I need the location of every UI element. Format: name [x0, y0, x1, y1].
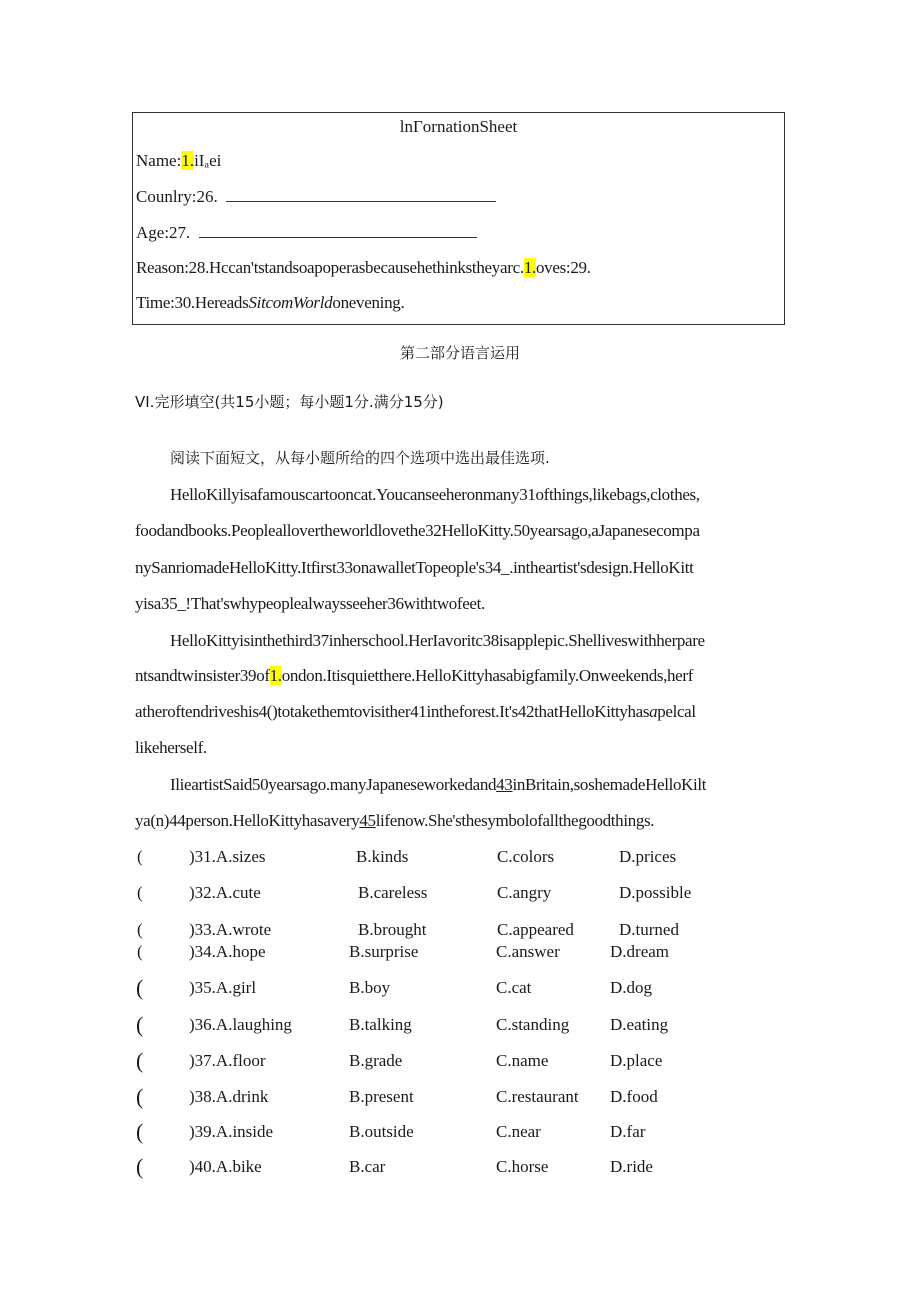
passage-text: ntsandtwinsister39of — [135, 666, 270, 685]
option-d[interactable]: D.dog — [610, 978, 653, 997]
question-row — [0, 975, 920, 1002]
option-c[interactable]: C.cat — [496, 978, 532, 997]
option-b[interactable]: B.present — [349, 1087, 414, 1106]
time-text: Time:30.Hereads — [136, 293, 249, 312]
option-a[interactable]: )36.A.laughing — [189, 1015, 292, 1034]
question-row — [0, 1084, 920, 1111]
reason-text-end: oves:29. — [535, 258, 591, 277]
question-row — [0, 1154, 920, 1181]
option-a[interactable]: )32.A.cute — [189, 883, 261, 902]
option-c[interactable]: C.appeared — [497, 920, 574, 939]
answer-paren[interactable]: ( — [137, 920, 143, 939]
passage-line: HelloKittyisinthethird37inherschool.HerIavoritc38isapplepic.Shelliveswithherpare — [170, 631, 705, 650]
answer-paren[interactable]: ( — [137, 883, 143, 902]
reason-highlight: 1. — [523, 258, 536, 277]
answer-paren[interactable]: ( — [136, 1154, 144, 1179]
passage-text: pelcal — [657, 702, 696, 721]
passage-text: lifenow.She'sthesymbolofallthegoodthings. — [375, 811, 655, 830]
answer-paren[interactable]: ( — [136, 1012, 144, 1037]
option-c[interactable]: C.name — [496, 1051, 549, 1070]
answer-paren[interactable]: ( — [137, 942, 143, 961]
question-row — [0, 920, 920, 944]
info-sheet-title: lnΓornationSheet — [399, 117, 518, 136]
section-heading: VI.完形填空(共15小题；每小题1分.满分15分) — [135, 393, 444, 411]
question-row — [0, 1012, 920, 1039]
passage-line: foodandbooks.Peopleallovertheworldlovethe32HelloKitty.50yearsago,aJapanesecompa — [135, 521, 700, 540]
option-c[interactable]: C.horse — [496, 1157, 549, 1176]
reason-text: Reason:28.Hccan'tstandsoapoperasbecausehethinkstheyarc. — [136, 258, 524, 277]
question-row — [0, 883, 920, 907]
option-d[interactable]: D.dream — [610, 942, 670, 961]
question-row — [0, 942, 920, 966]
passage-text: atheroftendriveshis4()totakethemtovisither41intheforest.It's42thatHelloKittyhas — [135, 702, 650, 721]
passage-line — [135, 811, 654, 831]
passage-underlined-number: 45 — [359, 811, 376, 830]
passage-underlined-number: 43 — [496, 775, 513, 794]
answer-paren[interactable]: ( — [136, 975, 144, 1000]
option-b[interactable]: B.car — [349, 1157, 386, 1176]
passage-line: likeherself. — [135, 738, 207, 757]
passage-line — [170, 775, 706, 795]
passage-line — [135, 666, 693, 686]
option-b[interactable]: B.careless — [358, 883, 428, 902]
name-highlight: 1. — [181, 151, 195, 170]
option-b[interactable]: B.outside — [349, 1122, 414, 1141]
passage-text: inBritain,soshemadeHelloKilt — [512, 775, 707, 794]
passage-text: IlieartistSaid50yearsago.manyJapaneseworkedand — [170, 775, 497, 794]
info-time-row — [136, 293, 404, 313]
country-label: Counlry:26. — [136, 187, 218, 206]
option-d[interactable]: D.eating — [610, 1015, 669, 1034]
question-row — [0, 1048, 920, 1075]
option-d[interactable]: D.prices — [619, 847, 677, 866]
name-value: iIₐei — [194, 151, 222, 170]
option-a[interactable]: )35.A.girl — [189, 978, 257, 997]
option-d[interactable]: D.food — [610, 1087, 658, 1106]
passage-line: nySanriomadeHelloKitty.Itfirst33onawalletTopeople's34_.intheartist'sdesign.HelloKitt — [135, 558, 694, 577]
option-d[interactable]: D.turned — [619, 920, 679, 939]
option-a[interactable]: )34.A.hope — [189, 942, 266, 961]
passage-line — [135, 702, 696, 722]
option-b[interactable]: B.grade — [349, 1051, 403, 1070]
option-b[interactable]: B.surprise — [349, 942, 419, 961]
option-b[interactable]: B.brought — [358, 920, 427, 939]
passage-text: ya(n)44person.HelloKittyhasavery — [135, 811, 360, 830]
option-a[interactable]: )40.A.bike — [189, 1157, 262, 1176]
answer-paren[interactable]: ( — [136, 1084, 144, 1109]
info-age-row — [136, 223, 477, 243]
passage-italic: a — [649, 702, 658, 721]
option-b[interactable]: B.boy — [349, 978, 391, 997]
option-a[interactable]: )37.A.floor — [189, 1051, 266, 1070]
info-reason-row — [136, 258, 591, 278]
time-text-end: onevening. — [332, 293, 405, 312]
age-label: Age:27. — [136, 223, 191, 242]
question-row — [0, 1119, 920, 1146]
age-blank[interactable] — [199, 223, 477, 238]
option-a[interactable]: )31.A.sizes — [189, 847, 266, 866]
option-c[interactable]: C.answer — [496, 942, 560, 961]
answer-paren[interactable]: ( — [137, 847, 143, 866]
info-country-row — [136, 187, 496, 207]
passage-highlight: 1. — [269, 666, 282, 685]
instruction-text: 阅读下面短文，从每小题所给的四个选项中选出最佳选项. — [170, 449, 550, 467]
info-name-row — [136, 151, 221, 171]
option-d[interactable]: D.place — [610, 1051, 663, 1070]
country-blank[interactable] — [226, 187, 496, 202]
option-c[interactable]: C.colors — [497, 847, 555, 866]
question-row — [0, 847, 920, 871]
option-b[interactable]: B.kinds — [356, 847, 409, 866]
part-heading: 第二部分语言运用 — [399, 344, 520, 362]
time-title-italic: SitcomWorld — [248, 293, 333, 312]
option-a[interactable]: )38.A.drink — [189, 1087, 269, 1106]
passage-line: yisa35_!That'swhypeoplealwaysseeher36withtwofeet. — [135, 594, 485, 613]
option-c[interactable]: C.near — [496, 1122, 541, 1141]
name-label: Name: — [136, 151, 182, 170]
option-b[interactable]: B.talking — [349, 1015, 412, 1034]
option-c[interactable]: C.angry — [497, 883, 552, 902]
option-d[interactable]: D.possible — [619, 883, 692, 902]
option-c[interactable]: C.restaurant — [496, 1087, 579, 1106]
answer-paren[interactable]: ( — [136, 1119, 144, 1144]
answer-paren[interactable]: ( — [136, 1048, 144, 1073]
passage-text: ondon.Itisquietthere.HelloKittyhasabigfamily.Onweekends,herf — [281, 666, 693, 685]
option-c[interactable]: C.standing — [496, 1015, 570, 1034]
passage-line: HelloKillyisafamouscartooncat.Youcanseeheronmany31ofthings,likebags,clothes, — [170, 485, 700, 504]
option-d[interactable]: D.ride — [610, 1157, 653, 1176]
option-d[interactable]: D.far — [610, 1122, 646, 1141]
info-sheet-box — [132, 112, 785, 325]
option-a[interactable]: )39.A.inside — [189, 1122, 274, 1141]
option-a[interactable]: )33.A.wrote — [189, 920, 272, 939]
